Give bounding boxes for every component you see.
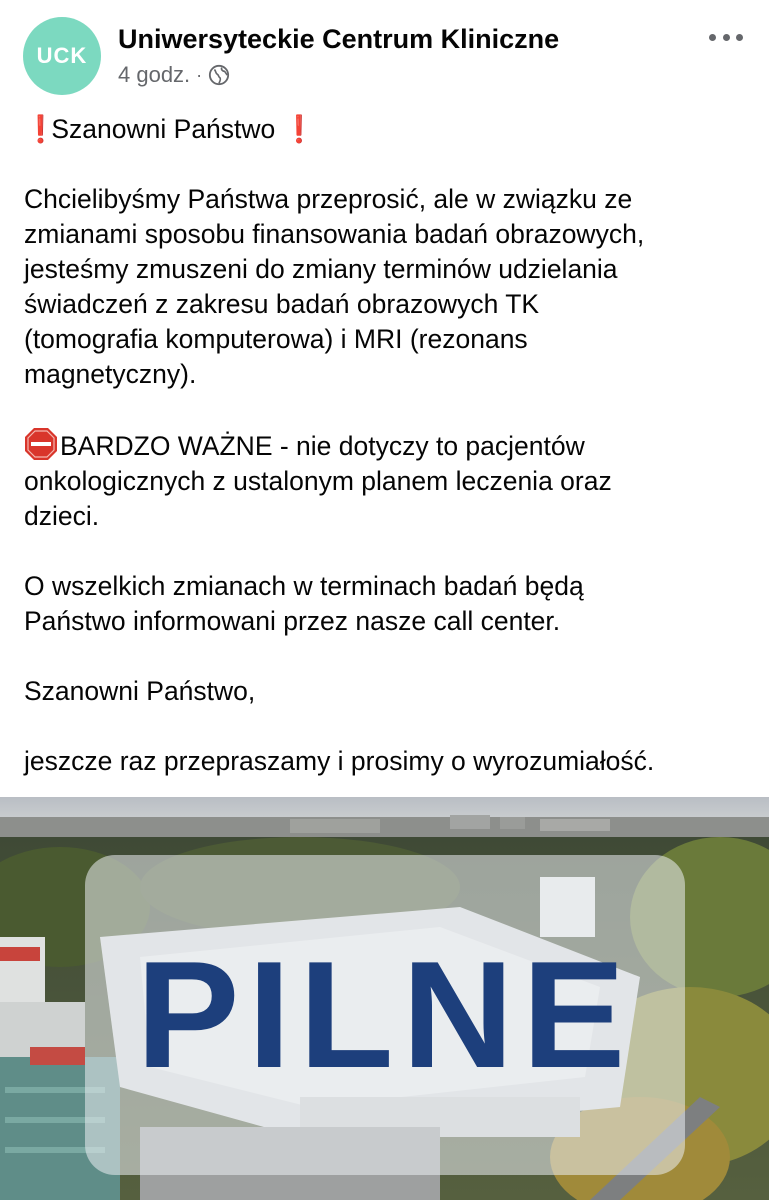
text-line: dzieci. [24,501,100,531]
post-header [0,0,769,100]
text-line: onkologicznych z ustalonym planem leczenia oraz [24,466,612,496]
avatar[interactable] [23,17,101,95]
page-name-link[interactable]: Uniwersyteckie Centrum Kliniczne [118,24,560,54]
text-line: (tomografia komputerowa) i MRI (rezonans [24,324,528,354]
text-line: BARDZO WAŻNE - nie dotyczy to pacjentów [60,431,585,461]
globe-icon[interactable] [208,64,230,86]
post-time[interactable]: 4 godz. [118,62,191,87]
text-line: O wszelkich zmianach w terminach badań będą [24,571,584,601]
more-dot [709,34,716,41]
paragraph-1 [24,182,754,392]
paragraph-3 [24,569,754,639]
meta-separator: · [196,64,203,85]
text-line: Państwo informowani przez nasze call center. [24,606,561,636]
text-line: zmianami sposobu finansowania badań obrazowych, [24,219,645,249]
post-meta [118,62,230,88]
greeting-line [24,112,754,147]
closing-line: jeszcze raz przepraszamy i prosimy o wyrozumiałość. [24,746,655,776]
exclamation-icon: ❗ [24,114,57,144]
more-dot [736,34,743,41]
text-line: jesteśmy zmuszeni do zmiany terminów udzielania [24,254,618,284]
more-options-icon[interactable] [709,30,743,44]
stop-sign-icon [24,427,58,461]
urgent-banner [85,855,685,1175]
text-line: świadczeń z zakresu badań obrazowych TK [24,289,540,319]
avatar-logo-text: UCK [36,43,88,68]
text-line: Chcielibyśmy Państwa przeprosić, ale w związku ze [24,184,633,214]
closing-greeting: Szanowni Państwo, [24,676,256,706]
paragraph-2 [24,427,754,534]
greeting-text: Szanowni Państwo [51,114,276,144]
more-dot [723,34,730,41]
text-line: magnetyczny). [24,359,197,389]
urgent-title: PILNE [136,930,634,1100]
exclamation-icon: ❗ [282,114,316,144]
post-body [24,112,754,779]
